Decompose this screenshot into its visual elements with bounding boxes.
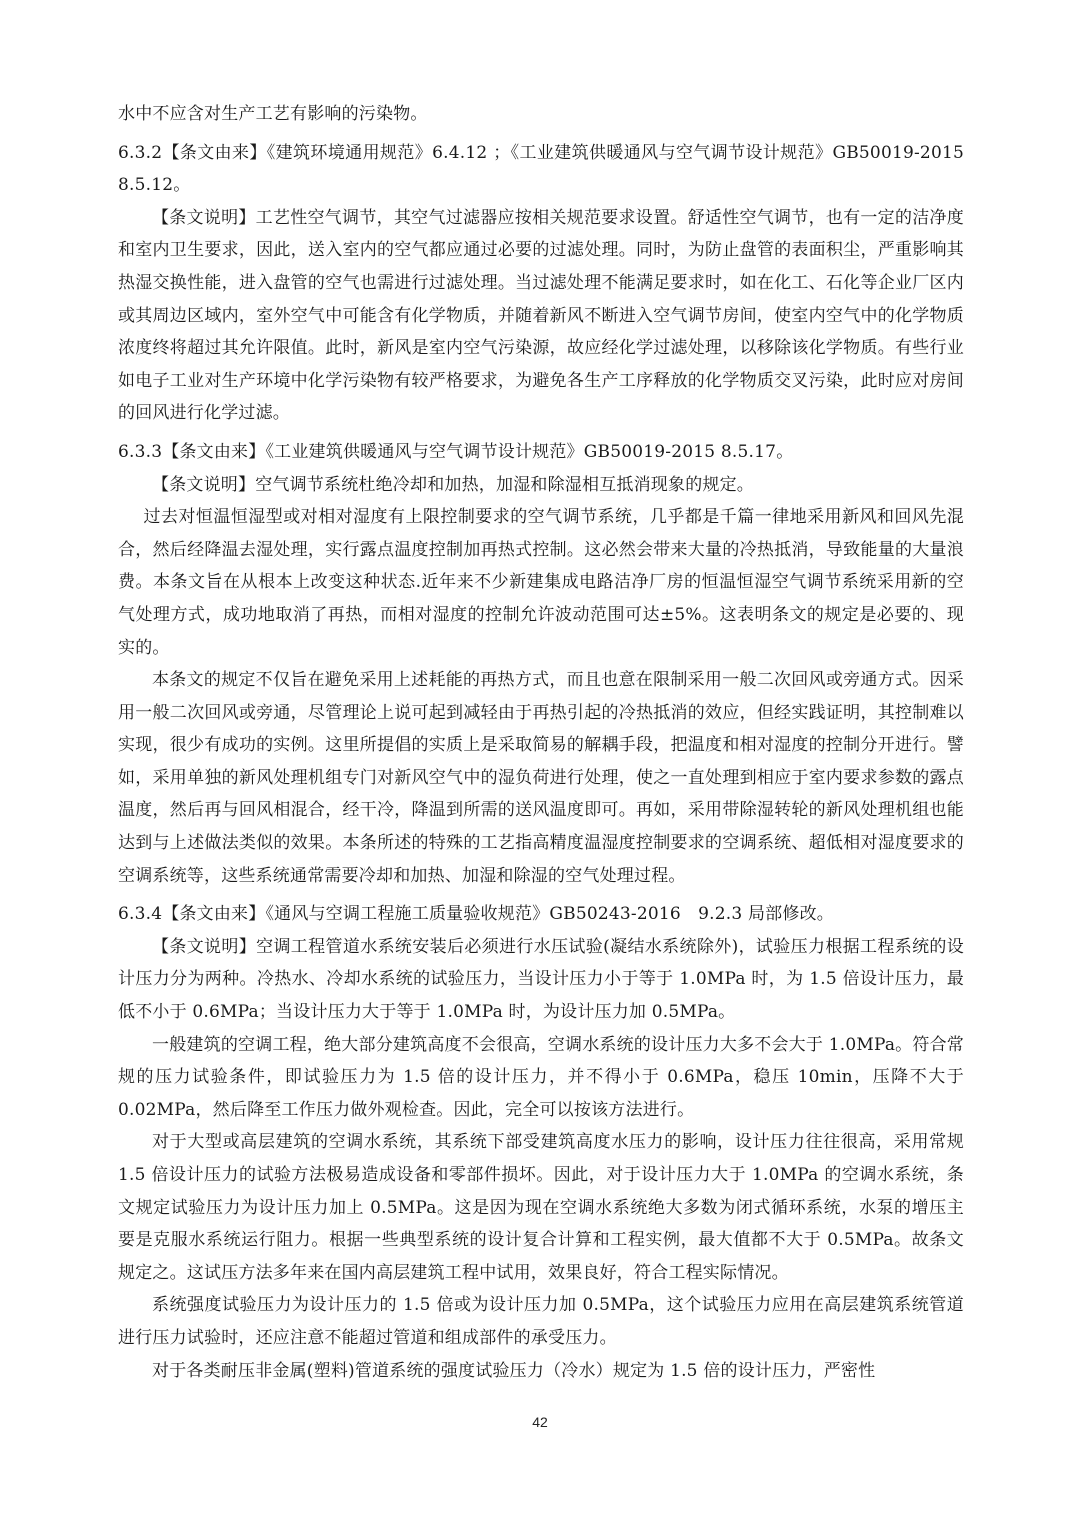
paragraph-continuation: 水中不应含对生产工艺有影响的污染物。 — [118, 104, 428, 124]
clause-6-3-4-paragraph-4: 对于各类耐压非金属(塑料)管道系统的强度试验压力（冷水）规定为 1.5 倍的设计压力，严密性 — [152, 1360, 876, 1381]
clause-6-3-4-paragraph-2: 对于大型或高层建筑的空调水系统，其系统下部受建筑高度水压力的影响，设计压力往往很高，采用常规 1.5 倍设计压力的试验方法极易造成设备和零部件损坏。因此，对于设计压力大于 1.0MPa 的空调水系统，条文规定试验压力为设计压力加上 0.5MPa。这是因为现在空调水系统绝大多数为闭式循环系统，水泵的增压主要是克服水系统运行阻力。根据一些典型系统的设计复合计算和工程实例，最大值都不大于 0.5MPa。故条文规定之。这试压方法多年来在国内高层建筑工程中试用，效果良好，符合工程实际情况。 — [118, 1132, 964, 1283]
clause-6-3-3-origin: 6.3.3【条文由来】《工业建筑供暖通风与空气调节设计规范》GB50019-2015 8.5.17。 — [118, 441, 794, 462]
clause-6-3-4-origin: 6.3.4【条文由来】《通风与空调工程施工质量验收规范》GB50243-2016 9.2.3 局部修改。 — [118, 904, 834, 925]
page-number: 42 — [532, 1414, 548, 1430]
document-body — [118, 98, 964, 1387]
clause-6-3-3-paragraph-1: 过去对恒温恒湿型或对相对湿度有上限控制要求的空气调节系统，几乎都是千篇一律地采用新风和回风先混合，然后经降温去湿处理，实行露点温度控制加再热式控制。这必然会带来大量的冷热抵消，导致能量的大量浪费。本条文旨在从根本上改变这种状态.近年来不少新建集成电路洁净厂房的恒温恒湿空气调节系统采用新的空气处理方式，成功地取消了再热，而相对湿度的控制允许波动范围可达±5%。这表明条文的规定是必要的、现实的。 — [118, 507, 964, 658]
clause-6-3-2-explanation: 【条文说明】工艺性空气调节，其空气过滤器应按相关规范要求设置。舒适性空气调节，也有一定的洁净度和室内卫生要求，因此，送入室内的空气都应通过必要的过滤处理。同时，为防止盘管的表面积尘，严重影响其热湿交换性能，进入盘管的空气也需进行过滤处理。当过滤处理不能满足要求时，如在化工、石化等企业厂区内或其周边区域内，室外空气中可能含有化学物质，并随着新风不断进入空气调节房间，使室内空气中的化学物质浓度终将超过其允许限值。此时，新风是室内空气污染源，故应经化学过滤处理，以移除该化学物质。有些行业如电子工业对生产环境中化学污染物有较严格要求，为避免各生产工序释放的化学物质交叉污染，此时应对房间的回风进行化学过滤。 — [118, 207, 964, 424]
clause-6-3-2-origin: 6.3.2【条文由来】《建筑环境通用规范》6.4.12 ；《工业建筑供暖通风与空气调节设计规范》GB50019-2015 8.5.12。 — [118, 142, 964, 196]
clause-6-3-4-paragraph-3: 系统强度试验压力为设计压力的 1.5 倍或为设计压力加 0.5MPa，这个试验压力应用在高层建筑系统管道进行压力试验时，还应注意不能超过管道和组成部件的承受压力。 — [118, 1295, 964, 1348]
clause-6-3-3-paragraph-2: 本条文的规定不仅旨在避免采用上述耗能的再热方式，而且也意在限制采用一般二次回风或旁通方式。因采用一般二次回风或旁通，尽管理论上说可起到减轻由于再热引起的冷热抵消的效应，但经实践证明，其控制难以实现，很少有成功的实例。这里所提倡的实质上是采取简易的解耦手段，把温度和相对湿度的控制分开进行。譬如，采用单独的新风处理机组专门对新风空气中的湿负荷进行处理，使之一直处理到相应于室内要求参数的露点温度，然后再与回风相混合，经干冷，降温到所需的送风温度即可。再如，采用带除湿转轮的新风处理机组也能达到与上述做法类似的效果。本条所述的特殊的工艺指高精度温湿度控制要求的空调系统、超低相对湿度要求的空调系统等，这些系统通常需要冷却和加热、加湿和除湿的空气处理过程。 — [118, 670, 964, 886]
clause-6-3-4-paragraph-1: 一般建筑的空调工程，绝大部分建筑高度不会很高，空调水系统的设计压力大多不会大于 1.0MPa。符合常规的压力试验条件，即试验压力为 1.5 倍的设计压力，并不得小于 0.6MPa，稳压 10min，压降不大于 0.02MPa，然后降至工作压力做外观检查。因此，完全可以按该方法进行。 — [118, 1034, 964, 1120]
clause-6-3-4-explanation: 【条文说明】空调工程管道水系统安装后必须进行水压试验(凝结水系统除外)，试验压力根据工程系统的设计压力分为两种。冷热水、冷却水系统的试验压力，当设计压力小于等于 1.0MPa 时，为 1.5 倍设计压力，最低不小于 0.6MPa；当设计压力大于等于 1.0MPa 时，为设计压力加 0.5MPa。 — [118, 936, 964, 1023]
clause-6-3-3-explanation: 【条文说明】空气调节系统杜绝冷却和加热，加湿和除湿相互抵消现象的规定。 — [152, 474, 754, 495]
